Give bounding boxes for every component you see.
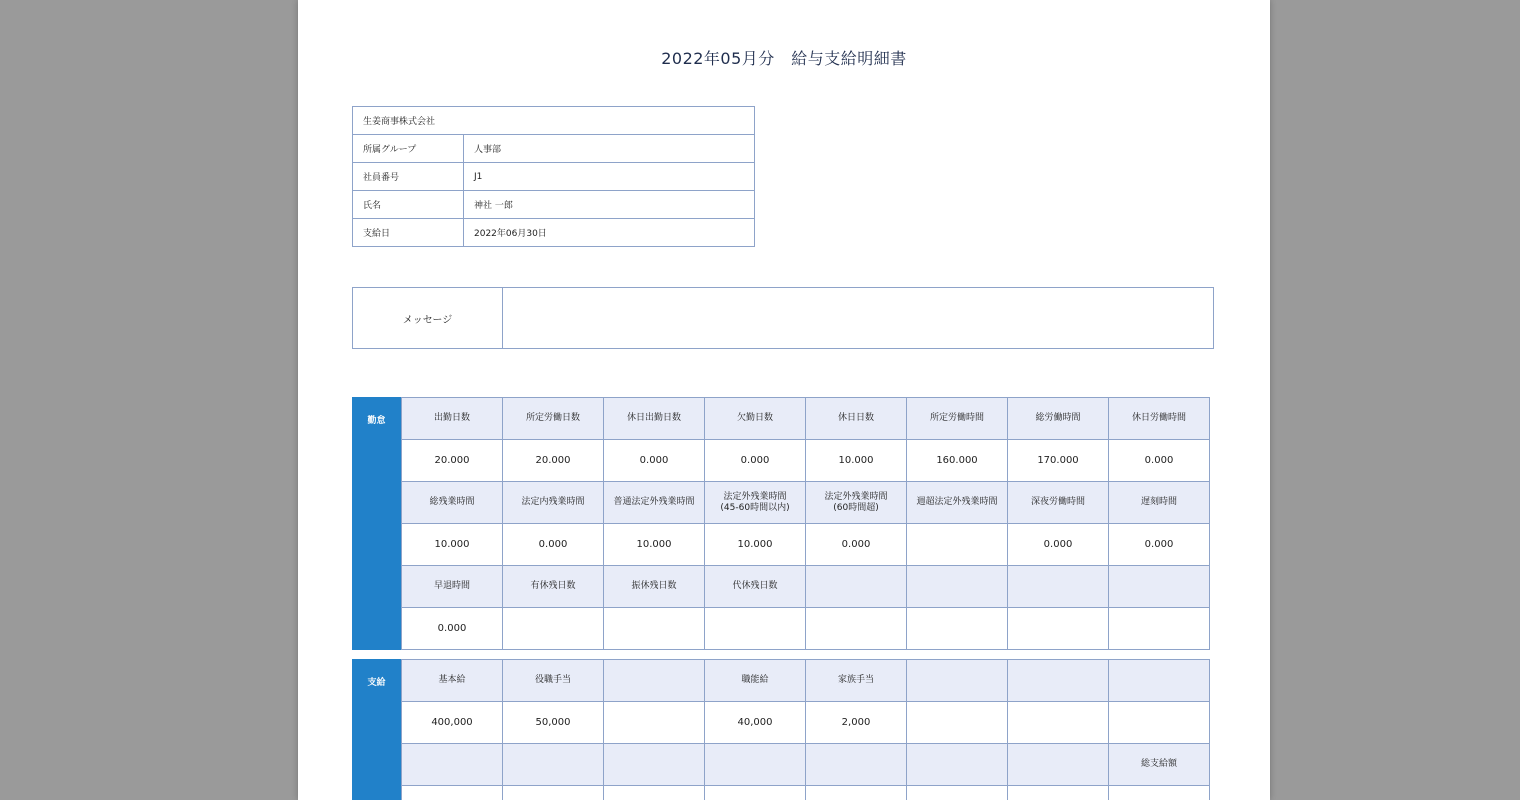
attendance-value-cell — [1008, 608, 1109, 650]
attendance-value-cell: 20.000 — [402, 440, 503, 482]
payment-row — [402, 744, 1210, 786]
attendance-value-cell: 10.000 — [402, 524, 503, 566]
attendance-header-cell: 遅刻時間 — [1109, 482, 1210, 524]
attendance-header-cell: 総労働時間 — [1008, 398, 1109, 440]
payment-value-cell — [604, 702, 705, 744]
payment-header-cell — [907, 744, 1008, 786]
info-value: 人事部 — [464, 135, 755, 163]
attendance-row — [402, 608, 1210, 650]
attendance-value-cell: 160.000 — [907, 440, 1008, 482]
payment-header-cell — [1109, 660, 1210, 702]
payment-header-cell: 総支給額 — [1109, 744, 1210, 786]
attendance-value-cell: 10.000 — [806, 440, 907, 482]
attendance-row — [402, 482, 1210, 524]
payment-row — [402, 786, 1210, 800]
attendance-header-cell: 法定内残業時間 — [503, 482, 604, 524]
payment-header-cell: 基本給 — [402, 660, 503, 702]
payment-value-cell — [1109, 786, 1210, 800]
info-value: 神社 一郎 — [464, 191, 755, 219]
payment-value-cell — [1008, 702, 1109, 744]
payment-value-cell: 400,000 — [402, 702, 503, 744]
attendance-header-cell: 出勤日数 — [402, 398, 503, 440]
attendance-grid — [401, 397, 1210, 650]
attendance-header-cell: 早退時間 — [402, 566, 503, 608]
company-name: 生姜商事株式会社 — [353, 107, 755, 135]
payslip-page — [298, 0, 1270, 800]
attendance-value-cell — [705, 608, 806, 650]
payment-header-cell — [503, 744, 604, 786]
payment-header-cell — [1008, 660, 1109, 702]
payment-header-cell — [402, 744, 503, 786]
page-title: 2022年05月分 給与支給明細書 — [661, 49, 907, 68]
payment-value-cell: 50,000 — [503, 702, 604, 744]
attendance-value-cell — [1109, 608, 1210, 650]
attendance-value-cell: 0.000 — [503, 524, 604, 566]
payment-header-cell: 職能給 — [705, 660, 806, 702]
payment-value-cell — [907, 702, 1008, 744]
attendance-value-cell — [907, 608, 1008, 650]
attendance-header-cell: 休日日数 — [806, 398, 907, 440]
attendance-section-label: 勤怠 — [352, 397, 401, 650]
payment-grid — [401, 659, 1210, 800]
attendance-value-cell: 0.000 — [1008, 524, 1109, 566]
attendance-value-cell: 170.000 — [1008, 440, 1109, 482]
attendance-header-cell: 週超法定外残業時間 — [907, 482, 1008, 524]
attendance-value-cell — [503, 608, 604, 650]
attendance-row — [402, 524, 1210, 566]
attendance-value-cell: 0.000 — [1109, 524, 1210, 566]
payment-header-cell: 役職手当 — [503, 660, 604, 702]
payment-value-cell: 2,000 — [806, 702, 907, 744]
payment-value-cell — [1008, 786, 1109, 800]
attendance-header-cell: 休日出勤日数 — [604, 398, 705, 440]
attendance-value-cell — [806, 608, 907, 650]
payment-value-cell — [604, 786, 705, 800]
payment-value-cell — [402, 786, 503, 800]
payment-row — [402, 702, 1210, 744]
info-label: 支給日 — [353, 219, 464, 247]
attendance-value-cell: 20.000 — [503, 440, 604, 482]
attendance-header-cell — [806, 566, 907, 608]
payment-header-cell — [907, 660, 1008, 702]
attendance-header-cell: 法定外残業時間 (45-60時間以内) — [705, 482, 806, 524]
payment-section — [352, 659, 1215, 800]
payment-header-cell — [604, 744, 705, 786]
attendance-header-cell: 欠勤日数 — [705, 398, 806, 440]
payment-value-cell — [503, 786, 604, 800]
attendance-value-cell: 0.000 — [705, 440, 806, 482]
attendance-header-cell — [1008, 566, 1109, 608]
attendance-header-cell: 休日労働時間 — [1109, 398, 1210, 440]
attendance-row — [402, 440, 1210, 482]
attendance-value-cell — [604, 608, 705, 650]
attendance-header-cell: 振休残日数 — [604, 566, 705, 608]
info-value: J1 — [464, 163, 755, 191]
payment-header-cell — [1008, 744, 1109, 786]
attendance-header-cell: 代休残日数 — [705, 566, 806, 608]
info-value: 2022年06月30日 — [464, 219, 755, 247]
payment-value-cell — [806, 786, 907, 800]
attendance-header-cell: 法定外残業時間 (60時間超) — [806, 482, 907, 524]
attendance-header-cell: 深夜労働時間 — [1008, 482, 1109, 524]
attendance-value-cell: 0.000 — [604, 440, 705, 482]
info-label: 社員番号 — [353, 163, 464, 191]
employee-info-table — [352, 106, 755, 247]
payment-row — [402, 660, 1210, 702]
payment-header-cell — [604, 660, 705, 702]
attendance-header-cell: 普通法定外残業時間 — [604, 482, 705, 524]
attendance-value-cell: 10.000 — [604, 524, 705, 566]
attendance-row — [402, 566, 1210, 608]
payment-header-cell — [705, 744, 806, 786]
attendance-section — [352, 397, 1215, 650]
attendance-value-cell — [907, 524, 1008, 566]
attendance-header-cell: 有休残日数 — [503, 566, 604, 608]
payment-section-label: 支給 — [352, 659, 401, 800]
payment-header-cell — [806, 744, 907, 786]
info-label: 所属グループ — [353, 135, 464, 163]
payment-value-cell — [907, 786, 1008, 800]
attendance-value-cell: 0.000 — [1109, 440, 1210, 482]
attendance-header-cell: 総残業時間 — [402, 482, 503, 524]
message-value — [503, 288, 1213, 348]
attendance-value-cell: 0.000 — [806, 524, 907, 566]
payment-value-cell — [705, 786, 806, 800]
message-box — [352, 287, 1214, 349]
attendance-row — [402, 398, 1210, 440]
attendance-value-cell: 0.000 — [402, 608, 503, 650]
attendance-header-cell — [907, 566, 1008, 608]
payment-value-cell — [1109, 702, 1210, 744]
payment-header-cell: 家族手当 — [806, 660, 907, 702]
attendance-value-cell: 10.000 — [705, 524, 806, 566]
payment-value-cell: 40,000 — [705, 702, 806, 744]
attendance-header-cell: 所定労働日数 — [503, 398, 604, 440]
attendance-header-cell — [1109, 566, 1210, 608]
attendance-header-cell: 所定労働時間 — [907, 398, 1008, 440]
info-label: 氏名 — [353, 191, 464, 219]
message-label: メッセージ — [353, 288, 503, 348]
